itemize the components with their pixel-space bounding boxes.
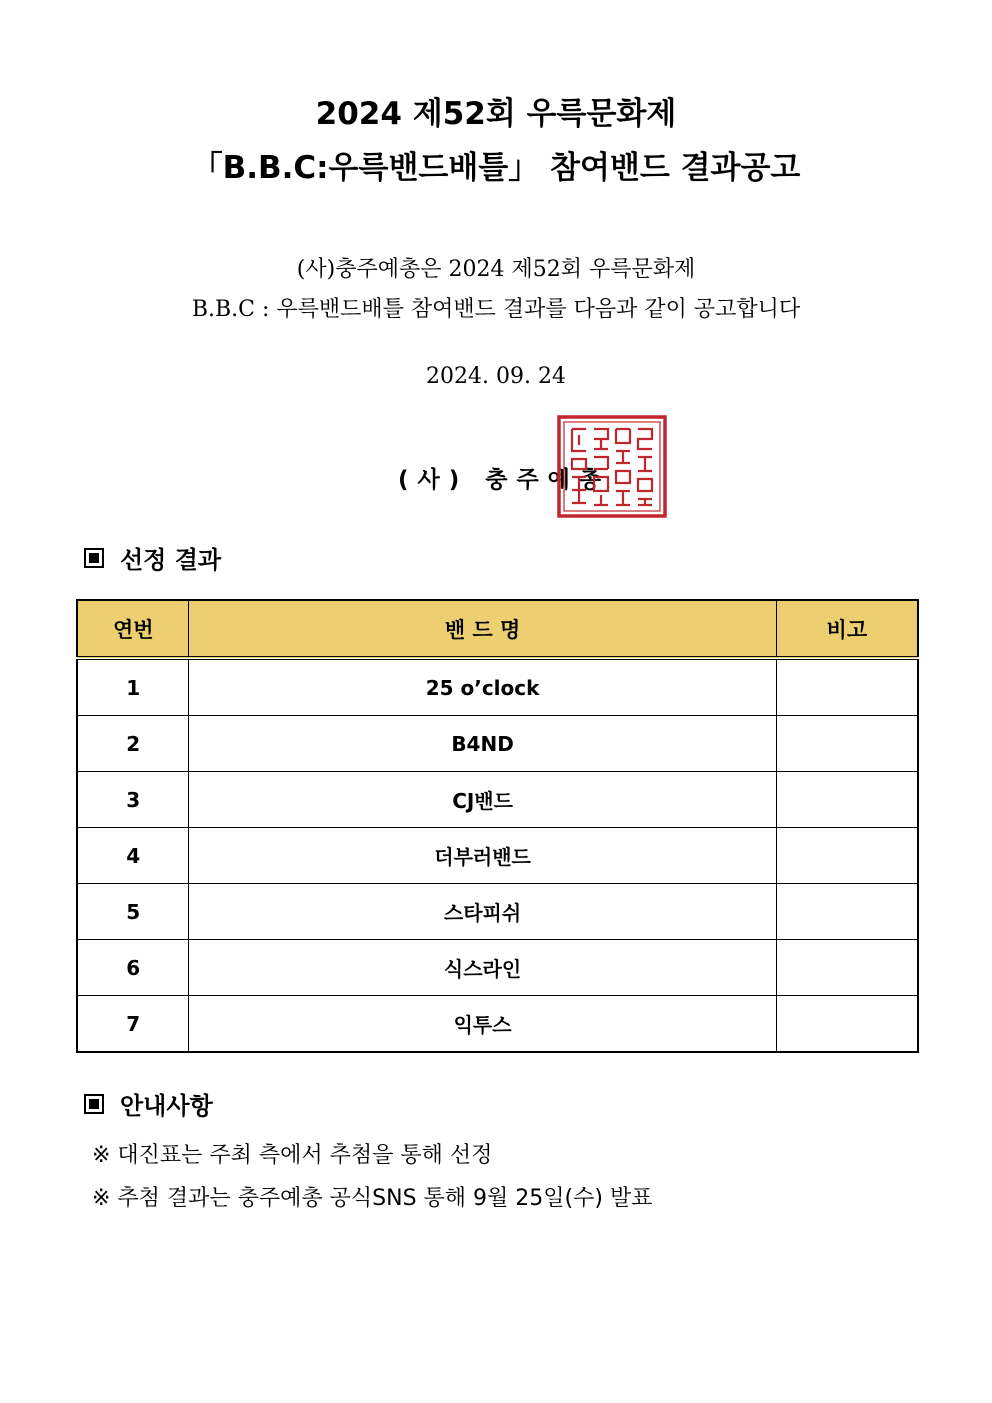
row-remarks [776, 884, 918, 940]
row-remarks [776, 772, 918, 828]
table-row [77, 996, 918, 1053]
row-number: 5 [77, 884, 189, 940]
row-number: 6 [77, 940, 189, 996]
row-band-name: 식스라인 [189, 940, 776, 996]
section-heading-notice-label: 안내사항 [120, 1092, 213, 1120]
table-row [77, 884, 918, 940]
section-heading-notice [84, 1086, 213, 1121]
square-bullet-icon [84, 1094, 104, 1114]
intro-line2: B.B.C : 우륵밴드배틀 참여밴드 결과를 다음과 같이 공고합니다 [191, 297, 801, 322]
row-number: 1 [77, 658, 189, 716]
section-heading-results-label: 선정 결과 [120, 546, 222, 574]
column-header-band-name: 밴 드 명 [189, 600, 776, 658]
document-title-line1: 2024 제52회 우륵문화제 [315, 96, 677, 132]
row-remarks [776, 940, 918, 996]
row-band-name: 25 o’clock [189, 658, 776, 716]
document-title-line2: 「B.B.C:우륵밴드배틀」 참여밴드 결과공고 [191, 150, 801, 186]
announcement-date: 2024. 09. 24 [426, 364, 566, 389]
table-row [77, 716, 918, 772]
results-table [76, 599, 919, 1053]
row-band-name: B4ND [189, 716, 776, 772]
table-row [77, 828, 918, 884]
column-header-number: 연번 [77, 600, 189, 658]
section-heading-results [84, 540, 221, 575]
table-row [77, 772, 918, 828]
issuer-name: (사) 충주예총 [398, 467, 611, 493]
square-bullet-icon [84, 548, 104, 568]
column-header-remarks: 비고 [776, 600, 918, 658]
row-number: 2 [77, 716, 189, 772]
official-seal-stamp [557, 415, 667, 518]
row-remarks [776, 658, 918, 716]
row-band-name: 스타피쉬 [189, 884, 776, 940]
row-number: 7 [77, 996, 189, 1053]
table-row [77, 940, 918, 996]
row-remarks [776, 996, 918, 1053]
notice-item: ※ 추첨 결과는 충주예총 공식SNS 통해 9월 25일(수) 발표 [92, 1186, 653, 1211]
row-number: 4 [77, 828, 189, 884]
row-number: 3 [77, 772, 189, 828]
table-row [77, 658, 918, 716]
intro-line1: (사)충주예총은 2024 제52회 우륵문화제 [296, 257, 696, 282]
table-header-row [77, 600, 918, 658]
row-band-name: CJ밴드 [189, 772, 776, 828]
row-remarks [776, 716, 918, 772]
row-band-name: 더부러밴드 [189, 828, 776, 884]
row-band-name: 익투스 [189, 996, 776, 1053]
row-remarks [776, 828, 918, 884]
notice-item: ※ 대진표는 주최 측에서 추첨을 통해 선정 [92, 1143, 493, 1168]
